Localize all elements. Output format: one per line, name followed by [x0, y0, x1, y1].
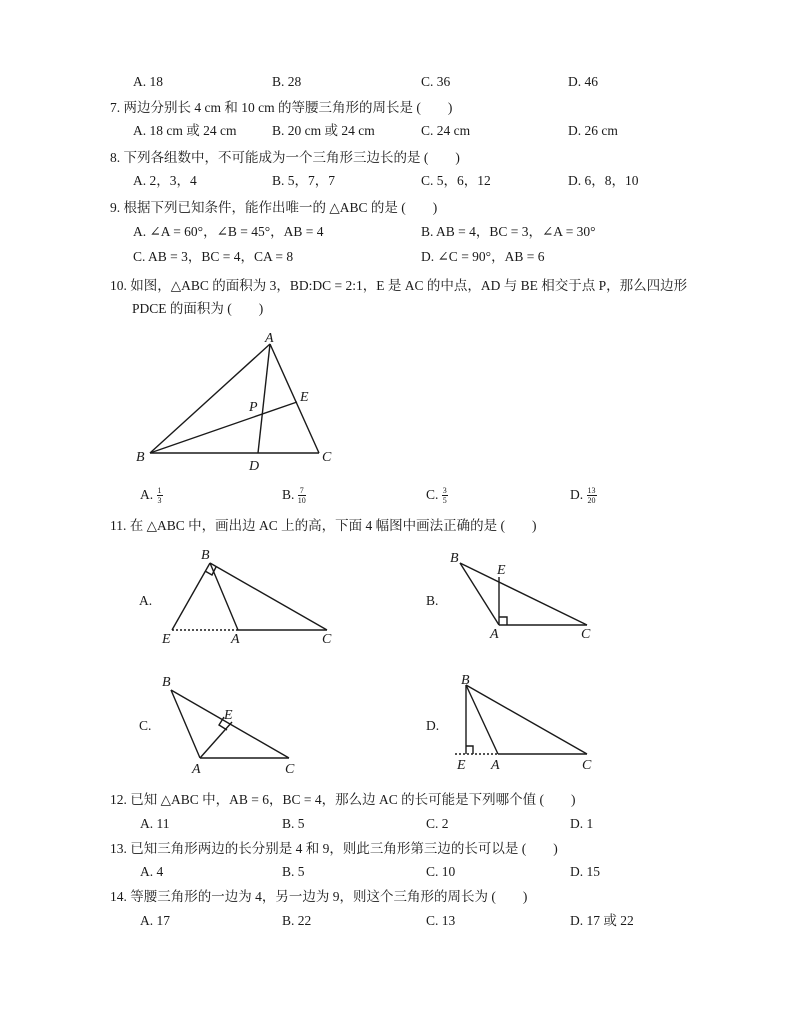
q6-option-a: A. 18: [133, 74, 163, 89]
q10-option-a-denominator: 3: [157, 496, 162, 506]
q14-option-a: A. 17: [140, 913, 170, 928]
q14-stem: 14. 等腰三角形的一边为 4，另一边为 9，则这个三角形的周长为 ( ): [110, 889, 528, 904]
q11-option-b-letter: B.: [426, 593, 439, 608]
q13-option-a: A. 4: [140, 864, 164, 879]
q12-stem: 12. 已知 △ABC 中，AB = 6，BC = 4，那么边 AC 的长可能是下列哪个值 ( ): [110, 792, 576, 807]
q11-option-d-letter: D.: [426, 718, 440, 733]
q9-option-c: C. AB = 3，BC = 4，CA = 8: [133, 249, 294, 264]
q10-label-e: E: [300, 390, 309, 405]
q11-c-label-a: A: [192, 762, 201, 777]
q10-option-b-numerator: 7: [299, 486, 304, 496]
q11-figure-a: [172, 563, 327, 630]
q6-option-d: D. 46: [568, 74, 598, 89]
q10-label-d: D: [249, 459, 260, 474]
q11-d-label-c: C: [582, 758, 592, 773]
q10-label-p: P: [249, 400, 258, 415]
q10-option-a-numerator: 1: [157, 486, 162, 496]
q11-figure-b: [460, 563, 587, 625]
q11-b-label-b: B: [450, 551, 459, 566]
q7-option-d: D. 26 cm: [568, 123, 618, 138]
q10-option-b-denominator: 10: [297, 496, 306, 506]
q11-a-label-b: B: [201, 548, 210, 563]
q10-option-a-letter: A.: [140, 487, 154, 502]
q7-option-a: A. 18 cm 或 24 cm: [133, 123, 237, 138]
q10-stem-line1: 10. 如图，△ABC 的面积为 3，BD:DC = 2:1，E 是 AC 的中点，AD 与 BE 相交于点 P，那么四边形: [110, 278, 688, 293]
q10-option-d-numerator: 13: [587, 486, 596, 496]
q11-c-label-c: C: [285, 762, 295, 777]
q6-option-c: C. 36: [421, 74, 451, 89]
q11-a-label-a: A: [231, 632, 240, 647]
q12-option-b: B. 5: [282, 816, 305, 831]
q10-stem-line2: PDCE 的面积为 ( ): [132, 301, 264, 316]
q11-d-label-e: E: [457, 758, 466, 773]
q8-option-c: C. 5，6，12: [421, 173, 491, 188]
q9-option-d: D. ∠C = 90°，AB = 6: [421, 249, 545, 264]
q8-option-d: D. 6，8，10: [568, 173, 639, 188]
q12-option-c: C. 2: [426, 816, 449, 831]
q9-stem: 9. 根据下列已知条件，能作出唯一的 △ABC 的是 ( ): [110, 200, 438, 215]
q11-stem: 11. 在 △ABC 中，画出边 AC 上的高，下面 4 幅图中画法正确的是 ( ): [110, 518, 537, 533]
q12-option-d: D. 1: [570, 816, 594, 831]
q13-option-b: B. 5: [282, 864, 305, 879]
q11-c-label-b: B: [162, 675, 171, 690]
q11-figure-c: [171, 690, 289, 758]
q10-option-c-denominator: 5: [442, 496, 447, 506]
q11-a-label-e: E: [162, 632, 171, 647]
q11-option-c-letter: C.: [139, 718, 152, 733]
q11-b-label-e: E: [497, 563, 506, 578]
q10-option-d-denominator: 20: [587, 496, 596, 506]
q10-option-c-numerator: 3: [442, 486, 447, 496]
q7-option-c: C. 24 cm: [421, 123, 471, 138]
q8-option-a: A. 2，3，4: [133, 173, 197, 188]
q9-option-a: A. ∠A = 60°，∠B = 45°，AB = 4: [133, 224, 324, 239]
q11-d-label-a: A: [491, 758, 500, 773]
q10-option-c-letter: C.: [426, 487, 439, 502]
q11-b-label-c: C: [581, 627, 591, 642]
q11-figure-d: [455, 685, 587, 754]
q14-option-b: B. 22: [282, 913, 312, 928]
q11-d-label-b: B: [461, 673, 470, 688]
q7-stem: 7. 两边分别长 4 cm 和 10 cm 的等腰三角形的周长是 ( ): [110, 100, 453, 115]
q13-stem: 13. 已知三角形两边的长分别是 4 和 9，则此三角形第三边的长可以是 ( ): [110, 841, 558, 856]
q10-option-d-letter: D.: [570, 487, 584, 502]
q6-option-b: B. 28: [272, 74, 302, 89]
q10-label-c: C: [322, 450, 332, 465]
q13-option-d: D. 15: [570, 864, 600, 879]
q13-option-c: C. 10: [426, 864, 456, 879]
q11-a-label-c: C: [322, 632, 332, 647]
q12-option-a: A. 11: [140, 816, 170, 831]
q8-option-b: B. 5，7，7: [272, 173, 336, 188]
q11-b-label-a: A: [490, 627, 499, 642]
q9-option-b: B. AB = 4，BC = 3，∠A = 30°: [421, 224, 596, 239]
q11-c-label-e: E: [224, 708, 233, 723]
q7-option-b: B. 20 cm 或 24 cm: [272, 123, 375, 138]
q14-option-c: C. 13: [426, 913, 456, 928]
q8-stem: 8. 下列各组数中，不可能成为一个三角形三边长的是 ( ): [110, 150, 460, 165]
q14-option-d: D. 17 或 22: [570, 913, 634, 928]
q10-label-b: B: [136, 450, 145, 465]
q10-label-a: A: [265, 331, 274, 346]
q11-option-a-letter: A.: [139, 593, 153, 608]
q10-option-b-letter: B.: [282, 487, 295, 502]
